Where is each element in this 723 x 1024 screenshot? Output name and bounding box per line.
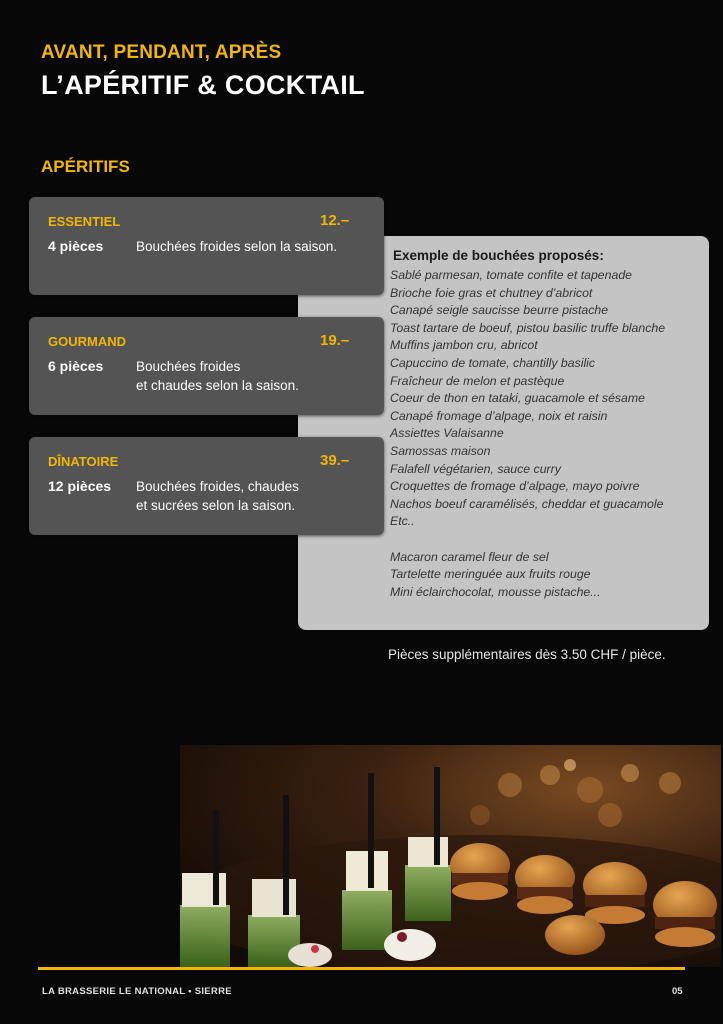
example-item: Assiettes Valaisanne (390, 426, 504, 441)
offer-name: GOURMAND (48, 334, 126, 349)
offer-description (136, 237, 371, 256)
footer-brand: LA BRASSERIE LE NATIONAL • SIERRE (42, 986, 232, 997)
footer-divider (38, 967, 685, 970)
example-item: Fraîcheur de melon et pastèque (390, 373, 565, 388)
offer-price: 12.– (320, 212, 350, 229)
example-item: Croquettes de fromage d’alpage, mayo poivre (390, 479, 640, 494)
example-item: Mini éclairchocolat, mousse pistache... (390, 584, 601, 599)
examples-title: Exemple de bouchées proposés: (393, 248, 604, 263)
offer-price: 19.– (320, 332, 350, 349)
food-photo-illustration (180, 745, 721, 967)
offer-pieces: 4 pièces (48, 238, 104, 254)
example-item: Etc.. (390, 514, 415, 529)
examples-panel (298, 236, 709, 630)
offer-card-essentiel (29, 197, 384, 295)
food-photo (180, 745, 721, 967)
example-item (390, 531, 705, 549)
offer-description (136, 357, 371, 395)
example-item: Macaron caramel fleur de sel (390, 549, 549, 564)
offer-price: 39.– (320, 452, 350, 469)
offer-description-line: Bouchées froides selon la saison. (136, 239, 338, 254)
example-item: Brioche foie gras et chutney d’abricot (390, 285, 593, 300)
example-item: Muffins jambon cru, abricot (390, 338, 538, 353)
example-item: Samossas maison (390, 443, 491, 458)
examples-list (390, 267, 705, 601)
example-item: Nachos boeuf caramélisés, cheddar et guacamole (390, 496, 664, 511)
offer-card-dinatoire (29, 437, 384, 535)
example-item: Coeur de thon en tataki, guacamole et sésame (390, 391, 645, 406)
example-item: Canapé seigle saucisse beurre pistache (390, 303, 609, 318)
extra-pieces-note: Pièces supplémentaires dès 3.50 CHF / pièce. (388, 647, 666, 662)
offer-description-line: Bouchées froides (136, 359, 241, 374)
offer-name: DÎNATOIRE (48, 454, 119, 469)
offer-description-line: Bouchées froides, chaudes (136, 479, 299, 494)
offer-card-gourmand (29, 317, 384, 415)
example-item: Canapé fromage d’alpage, noix et raisin (390, 408, 608, 423)
offer-pieces: 6 pièces (48, 358, 104, 374)
page-number: 05 (672, 986, 683, 997)
example-item: Tartelette meringuée aux fruits rouge (390, 567, 591, 582)
offer-description-line: et chaudes selon la saison. (136, 378, 299, 393)
offer-description-line: et sucrées selon la saison. (136, 498, 296, 513)
offer-description (136, 477, 371, 515)
section-title: APÉRITIFS (41, 157, 130, 176)
offer-pieces: 12 pièces (48, 478, 112, 494)
example-item: Falafell végétarien, sauce curry (390, 461, 561, 476)
page-title: L’APÉRITIF & COCKTAIL (41, 70, 365, 100)
example-item: Sablé parmesan, tomate confite et tapenade (390, 268, 632, 282)
page-kicker: AVANT, PENDANT, APRÈS (41, 42, 282, 63)
offer-name: ESSENTIEL (48, 214, 121, 229)
example-item: Toast tartare de boeuf, pistou basilic truffe blanche (390, 320, 666, 335)
example-item: Capuccino de tomate, chantilly basilic (390, 355, 596, 370)
